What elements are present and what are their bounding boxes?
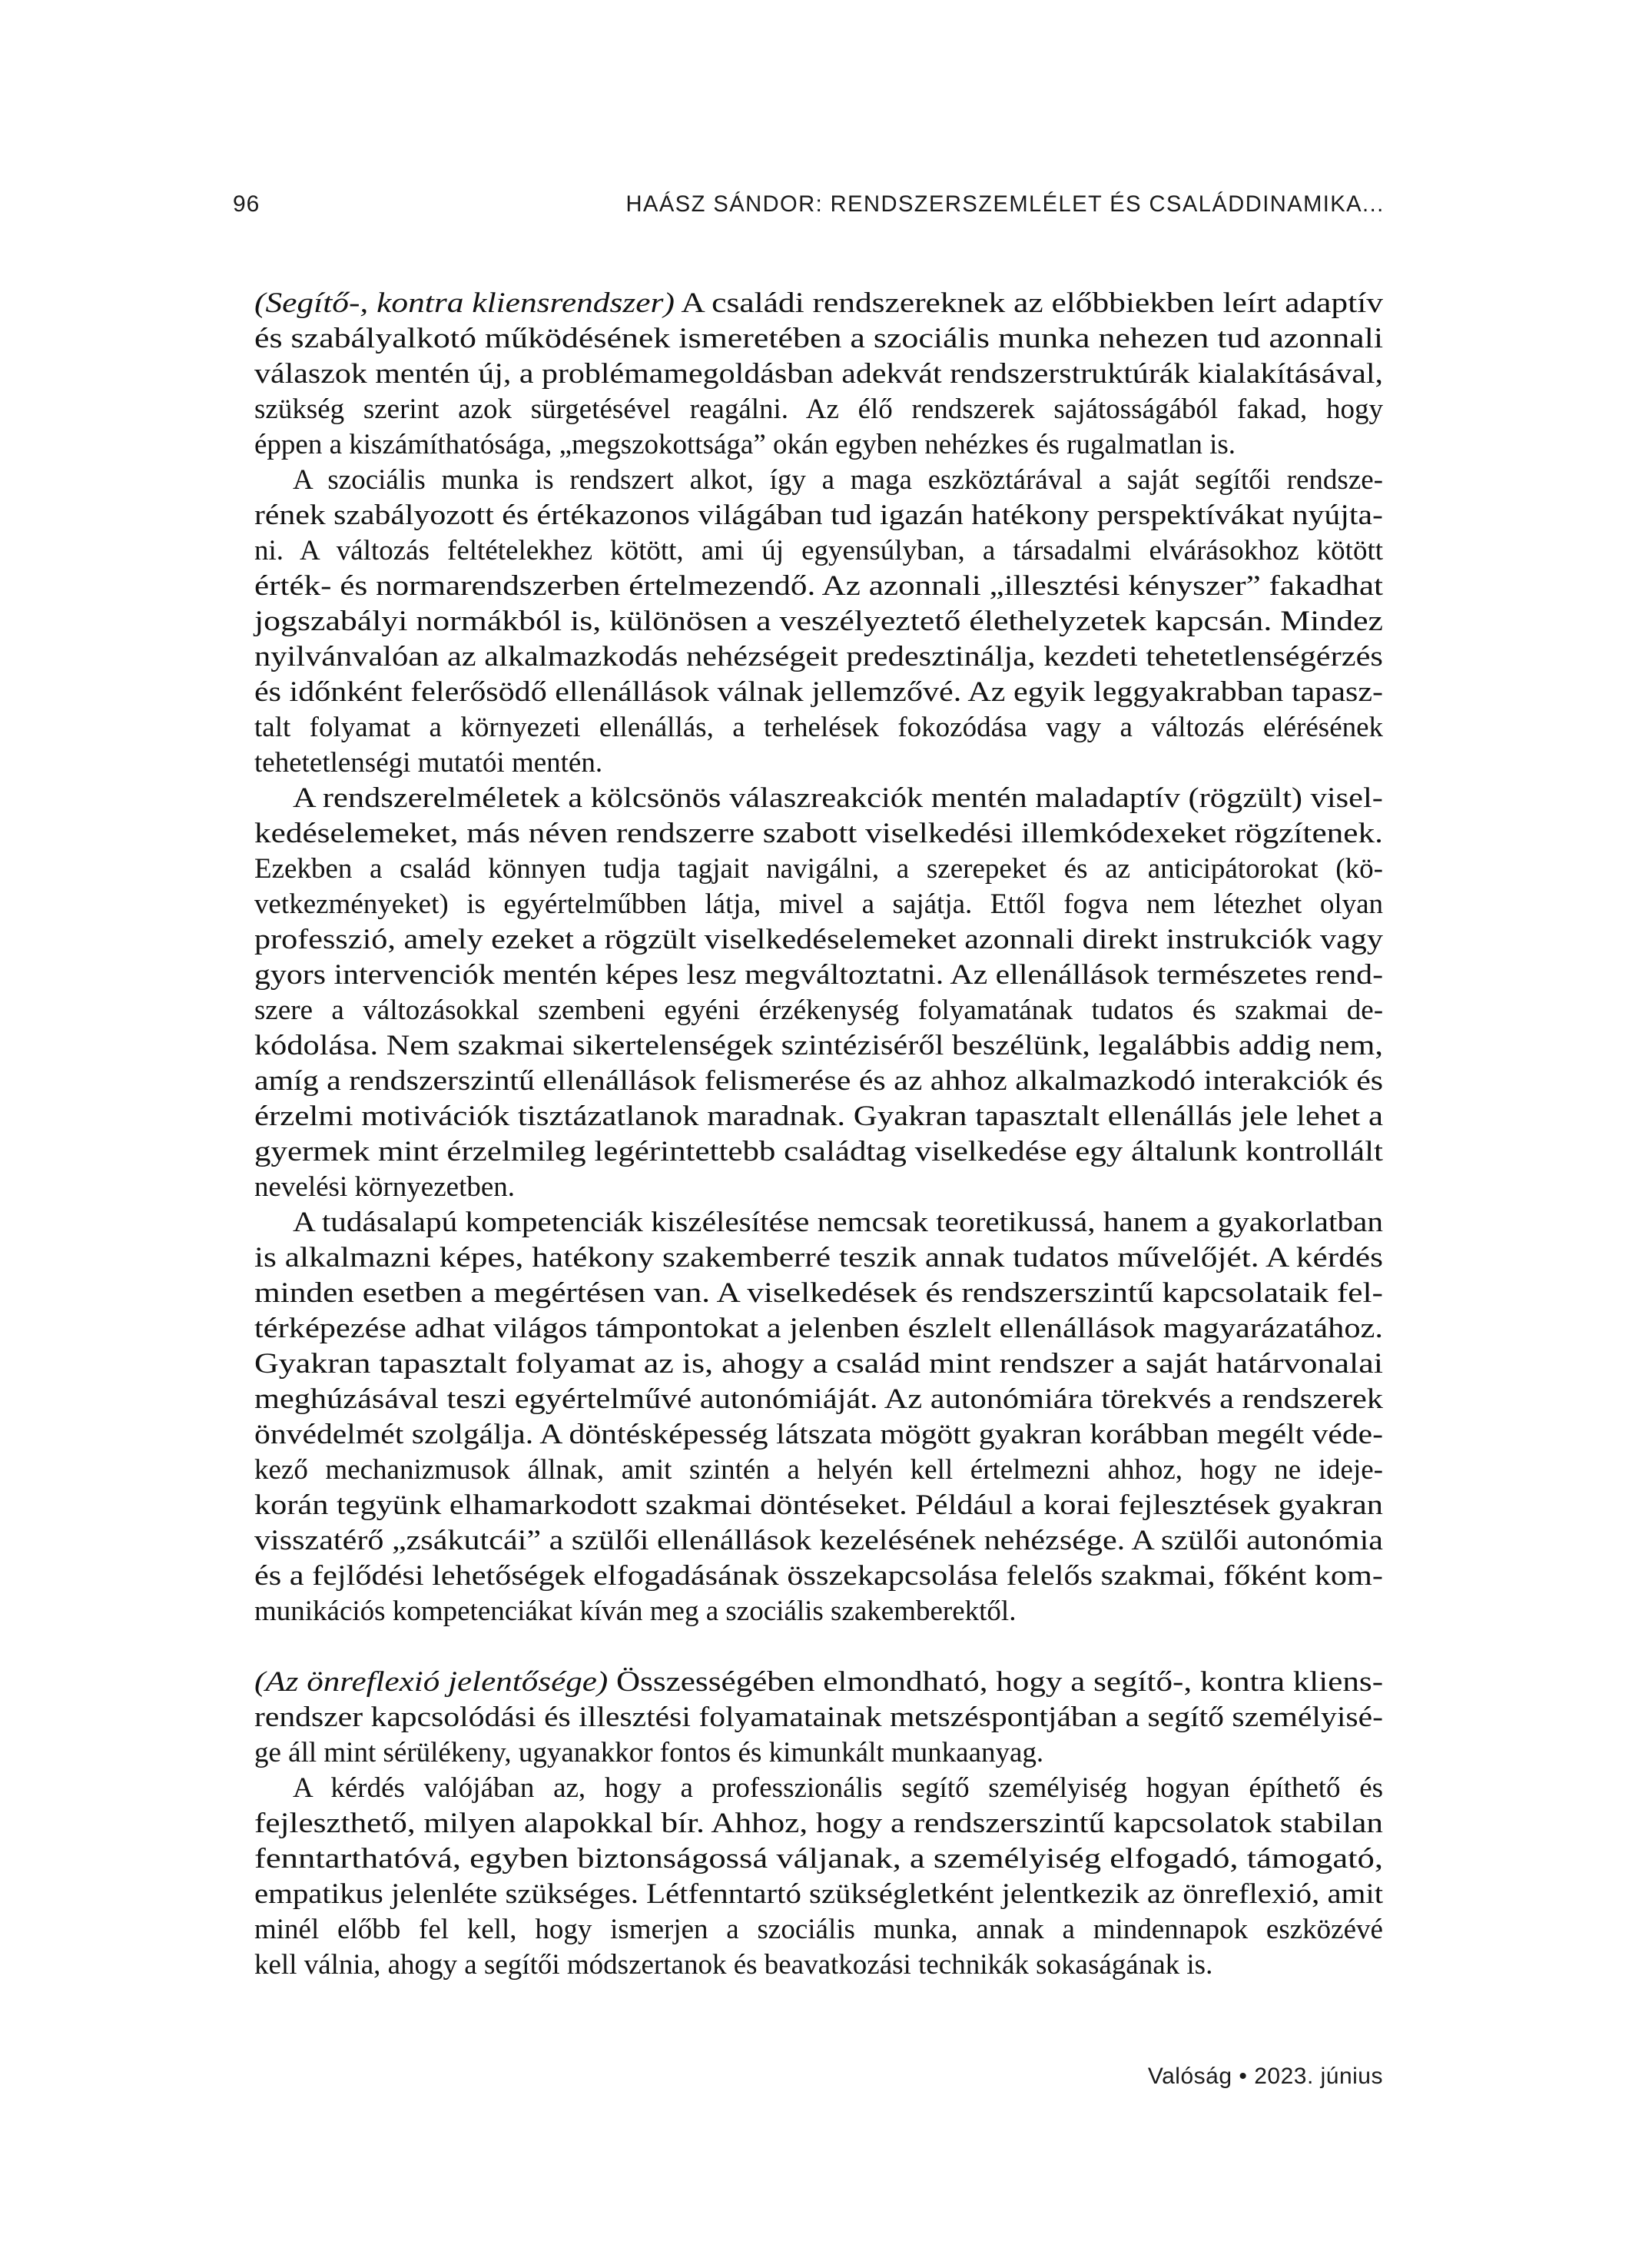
paragraph	[254, 1771, 1383, 1983]
paragraph	[254, 781, 1383, 1205]
text-line: talt folyamat a környezeti ellenállás, a terhelések fokozódása vagy a változás elérésének	[254, 712, 1384, 743]
paragraph	[254, 1665, 1383, 1771]
text-line: fenntarthatóvá, egyben biztonságossá váljanak, a személyiség elfogadó, támogató,	[254, 1843, 1384, 1875]
text-line: kedéselemeket, más néven rendszerre szabott viselkedési illemkódexeket rögzítenek.	[254, 818, 1383, 849]
text-line: korán tegyünk elhamarkodott szakmai döntéseket. Például a korai fejlesztések gyakran	[254, 1489, 1383, 1521]
article-body	[254, 286, 1383, 1983]
text-line: (Segítő-, kontra kliensrendszer) A családi rendszereknek az előbbiekben leírt adaptív	[254, 287, 1383, 319]
text-line: vetkezményeket) is egyértelműbben látja, mivel a sajátja. Ettől fogva nem létezhet olyan	[254, 888, 1384, 920]
page-number: 96	[233, 191, 260, 217]
journal-footer-text: Valóság • 2023. június	[1147, 2064, 1383, 2089]
text-line: válaszok mentén új, a problémamegoldásban adekvát rendszerstruktúrák kialakításával,	[254, 358, 1384, 390]
text-line: empatikus jelenléte szükséges. Létfenntartó szükségletként jelentkezik az önreflexió, amit	[254, 1878, 1384, 1910]
text-line: is alkalmazni képes, hatékony szakemberré teszik annak tudatos művelőjét. A kérdés	[254, 1242, 1383, 1273]
paragraph	[254, 286, 1383, 463]
page-header	[233, 190, 1385, 219]
text-line: Gyakran tapasztalt folyamat az is, ahogy a család mint rendszer a saját határvonalai	[254, 1348, 1383, 1380]
running-title: HAÁSZ SÁNDOR: RENDSZERSZEMLÉLET ÉS CSALÁDDINAMIKA...	[625, 191, 1385, 217]
text-line: munikációs kompetenciákat kíván meg a szociális szakemberektől.	[254, 1596, 1017, 1627]
text-line: fejleszthető, milyen alapokkal bír. Ahhoz, hogy a rendszerszintű kapcsolatok stabilan	[254, 1808, 1383, 1839]
text-line: önvédelmét szolgálja. A döntésképesség látszata mögött gyakran korábban megélt véde-	[254, 1419, 1384, 1450]
text-line: A kérdés valójában az, hogy a professzionális segítő személyiség hogyan építhető és	[293, 1772, 1384, 1804]
text-line: jogszabályi normákból is, különösen a veszélyeztető élethelyzetek kapcsán. Mindez	[254, 606, 1384, 637]
text-line: szükség szerint azok sürgetésével reagálni. Az élő rendszerek sajátosságából fakad, hogy	[254, 393, 1383, 425]
page-footer	[1148, 2063, 1383, 2090]
text-line: és szabályalkotó működésének ismeretében a szociális munka nehezen tud azonnali	[254, 323, 1384, 354]
text-line: minél előbb fel kell, hogy ismerjen a szociális munka, annak a mindennapok eszközévé	[254, 1914, 1383, 1945]
text-line: ni. A változás feltételekhez kötött, ami új egyensúlyban, a társadalmi elvárásokhoz kötött	[254, 535, 1384, 566]
text-line: térképezése adhat világos támpontokat a jelenben észlelt ellenállások magyarázatához.	[254, 1313, 1383, 1344]
text-line: visszatérő „zsákutcái” a szülői ellenállások kezelésének nehézsége. A szülői autonómia	[254, 1525, 1383, 1556]
paragraph	[254, 463, 1383, 781]
text-line: A rendszerelméletek a kölcsönös válaszreakciók mentén maladaptív (rögzült) visel-	[293, 782, 1383, 814]
text-line: rének szabályozott és értékazonos világában tud igazán hatékony perspektívákat nyújta-	[254, 500, 1383, 531]
section-lead-italic: (Az önreflexió jelentősége)	[254, 1666, 609, 1698]
text-line: Ezekben a család könnyen tudja tagjait navigálni, a szerepeket és az anticipátorokat (kö-	[254, 853, 1383, 885]
text-line: ge áll mint sérülékeny, ugyanakkor fontos és kimunkált munkaanyag.	[254, 1737, 1044, 1768]
text-line: meghúzásával teszi egyértelművé autonómiáját. Az autonómiára törekvés a rendszerek	[254, 1383, 1383, 1415]
text-line: érték- és normarendszerben értelmezendő. Az azonnali „illesztési kényszer” fakadhat	[254, 570, 1383, 602]
text-line: és időnként felerősödő ellenállások válnak jellemzővé. Az egyik leggyakrabban tapasz-	[254, 676, 1384, 708]
text-line: professzió, amely ezeket a rögzült viselkedéselemeket azonnali direkt instrukciók vagy	[254, 924, 1383, 955]
text-line: éppen a kiszámíthatósága, „megszokottsága” okán egyben nehézkes és rugalmatlan is.	[254, 429, 1236, 460]
text-line: (Az önreflexió jelentősége) Összességében elmondható, hogy a segítő-, kontra kliens-	[254, 1666, 1384, 1698]
text-line: A tudásalapú kompetenciák kiszélesítése nemcsak teoretikussá, hanem a gyakorlatban	[293, 1207, 1383, 1238]
text-line: amíg a rendszerszintű ellenállások felismerése és az ahhoz alkalmazkodó interakciók és	[254, 1065, 1384, 1097]
text-line: szere a változásokkal szembeni egyéni érzékenység folyamatának tudatos és szakmai de-	[254, 995, 1384, 1026]
text-line: minden esetben a megértésen van. A viselkedések és rendszerszintű kapcsolataik fel-	[254, 1277, 1383, 1309]
text-line: nyilvánvalóan az alkalmazkodás nehézségeit predesztinálja, kezdeti tehetetlenségérzés	[254, 641, 1383, 672]
text-line: tehetetlenségi mutatói mentén.	[254, 747, 603, 779]
section-lead-italic: (Segítő-, kontra kliensrendszer)	[254, 287, 675, 319]
text-line: kell válnia, ahogy a segítői módszertanok és beavatkozási technikák sokaságának is.	[254, 1949, 1213, 1981]
text-line: nevelési környezetben.	[254, 1171, 516, 1203]
text-line: gyermek mint érzelmileg legérintettebb családtag viselkedése egy általunk kontrollált	[254, 1136, 1383, 1167]
text-line: gyors intervenciók mentén képes lesz megváltoztatni. Az ellenállások természetes rend-	[254, 959, 1384, 991]
text-line: kódolása. Nem szakmai sikertelenségek szintéziséről beszélünk, legalábbis addig nem,	[254, 1030, 1383, 1061]
text-line: A szociális munka is rendszert alkot, így a maga eszköztárával a saját segítői rendsze-	[293, 464, 1383, 496]
text-line: rendszer kapcsolódási és illesztési folyamatainak metszéspontjában a segítő személyisé-	[254, 1702, 1383, 1733]
paragraph	[254, 1205, 1383, 1629]
text-line: kező mechanizmusok állnak, amit szintén a helyén kell értelmezni ahhoz, hogy ne ideje-	[254, 1454, 1383, 1486]
text-line: érzelmi motivációk tisztázatlanok maradnak. Gyakran tapasztalt ellenállás jele lehet a	[254, 1101, 1384, 1132]
text-line: és a fejlődési lehetőségek elfogadásának összekapcsolása felelős szakmai, főként kom-	[254, 1560, 1383, 1592]
